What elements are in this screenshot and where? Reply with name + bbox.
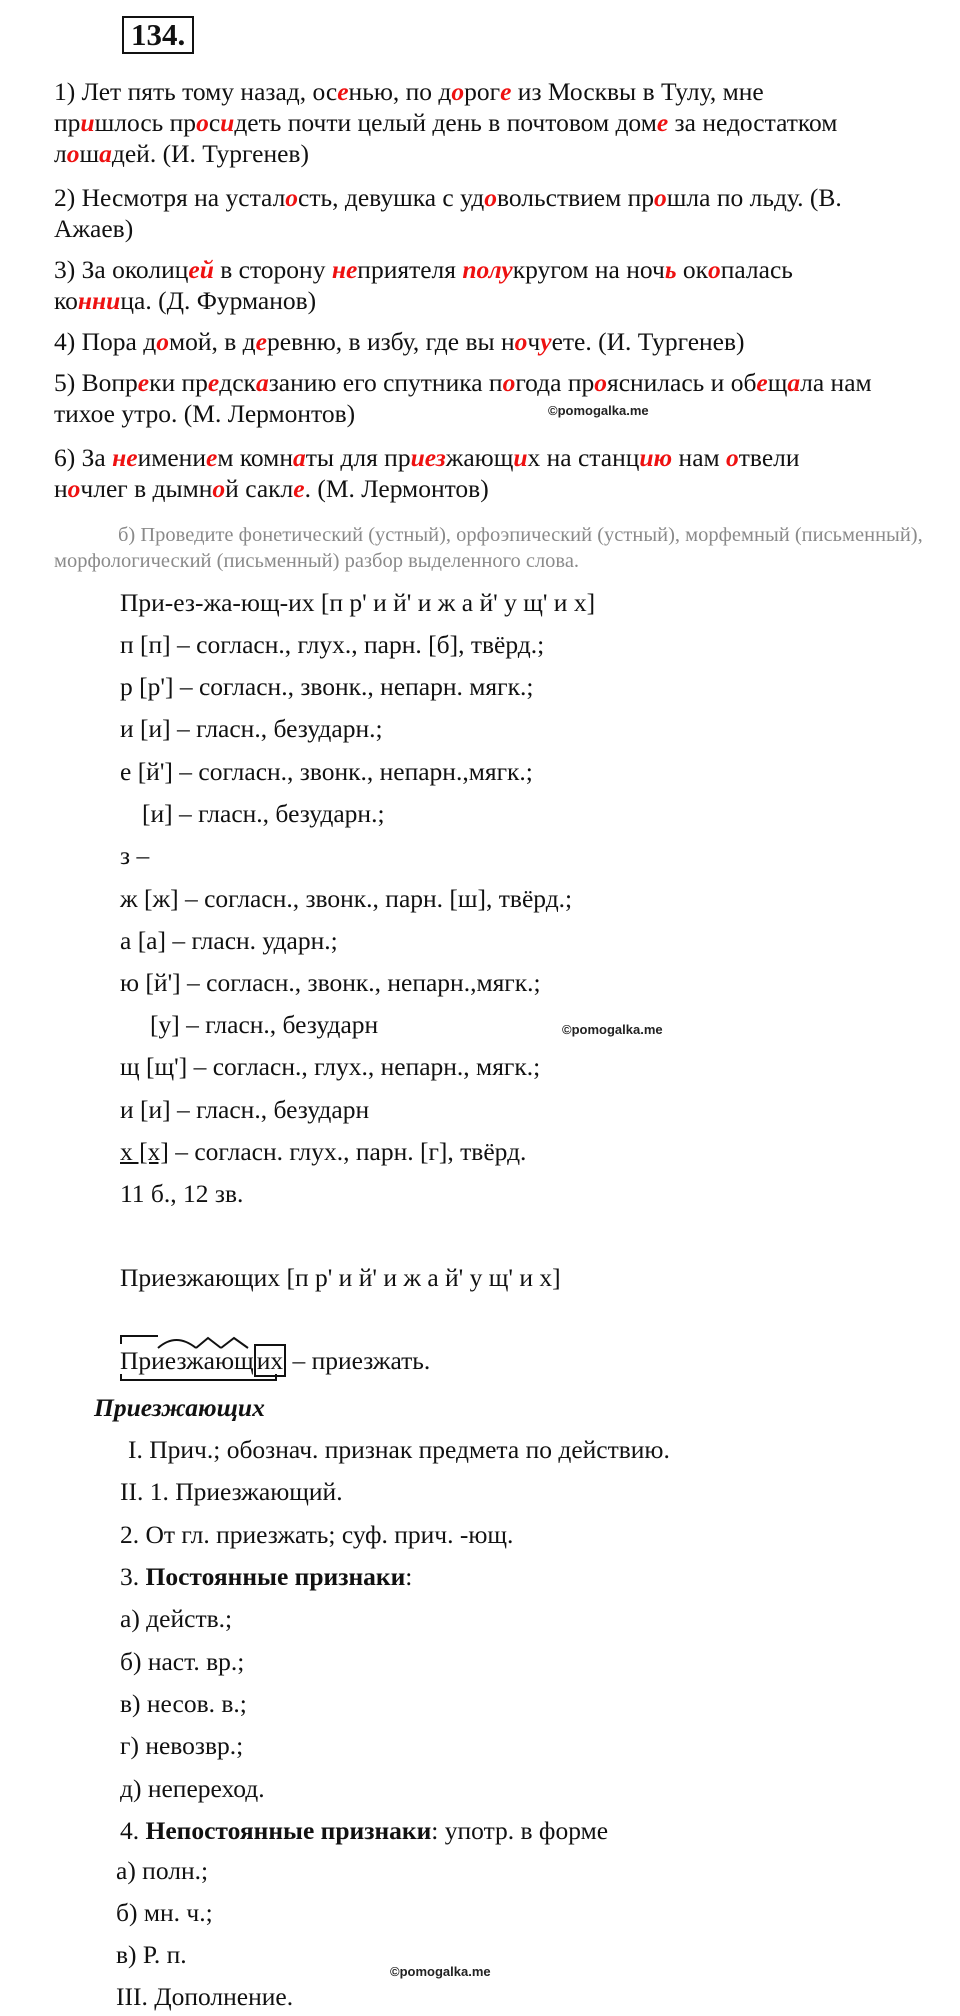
phonetic-line: и [и] – гласн., безударн.; [120,714,383,743]
morpheme-analysis: Приезжающ их – приезжать. [120,1346,431,1375]
phonetic-line: и [и] – гласн., безударн [120,1095,370,1124]
morph-line: 2. От гл. приезжать; суф. прич. -ющ. [120,1520,514,1549]
phonetic-line: щ [щ'] – согласн., глух., непарн., мягк.; [120,1052,541,1081]
morph-line: а) действ.; [120,1604,233,1633]
last-letter: х [х] [120,1137,169,1166]
orthoepic-transcription: Приезжающих [п р' и й' и ж а й' у щ' и х] [120,1263,561,1292]
morph-line: I. Прич.; обознач. признак предмета по действию. [128,1435,670,1464]
prefix-mark [121,1336,158,1344]
sentence-1: 1) Лет пять тому назад, осенью, по дороге из Москвы в Тулу, мне пришлось просидеть почти целый день в почтовом доме за недостатком лошадей. (И. Тургенев) [54,77,838,168]
sentence-4: 4) Пора домой, в деревню, в избу, где вы ночуете. (И. Тургенев) [54,327,745,356]
sentence-5: 5) Вопреки предсказанию его спутника погода прояснилась и обещала нам тихое утро. (М. Лермонтов) [54,368,872,428]
phonetic-line: х [х] – согласн. глух., парн. [г], твёрд. [120,1137,527,1166]
sound-count: 11 б., 12 зв. [120,1179,244,1208]
phonetic-line: р [р'] – согласн., звонк., непарн. мягк.; [120,672,534,701]
morph-line: б) мн. ч.; [116,1898,213,1927]
ending-box: их [254,1344,286,1377]
phonetic-line: [у] – гласн., безударн [150,1010,379,1039]
morph-line: а) полн.; [116,1856,209,1885]
exercise-number: 134. [122,16,194,54]
morph-line: б) наст. вр.; [120,1647,245,1676]
morph-line: д) непереход. [120,1774,265,1803]
phonetic-line: ж [ж] – согласн., звонк., парн. [ш], твёрд.; [120,884,573,913]
morph-line: III. Дополнение. [116,1982,294,2011]
watermark: ©pomogalka.me [548,403,649,418]
morph-line: в) Р. п. [116,1940,187,1969]
watermark: ©pomogalka.me [562,1022,663,1037]
sentence-2: 2) Несмотря на усталость, девушка с удовольствием прошла по льду. (В. Ажаев) [54,183,842,243]
sentence-3: 3) За околицей в сторону неприятеля полукругом на ночь окопалась конница. (Д. Фурманов) [54,255,793,315]
phonetic-line: а [а] – гласн. ударн.; [120,926,338,955]
watermark: ©pomogalka.me [390,1964,491,1979]
morph-line: г) невозвр.; [120,1731,244,1760]
morph-line: II. 1. Приезжающий. [120,1477,343,1506]
phonetic-line: п [п] – согласн., глух., парн. [б], твёрд.; [120,630,545,659]
task-text: б) Проведите фонетический (устный), орфоэпический (устный), морфемный (письменный), морфологический (письменный) разбор выделенного слова. [54,524,923,572]
morph-line: 4. Непостоянные признаки: употр. в форме [120,1816,609,1845]
transcription: При-ез-жа-ющ-их [п р' и й' и ж а й' у щ' и х] [120,588,596,617]
phonetic-line: з – [120,841,150,870]
morph-heading: Приезжающих [94,1393,265,1422]
phonetic-line: [и] – гласн., безударн.; [142,799,385,828]
morpheme-word: Приезжающ их [120,1346,286,1376]
morph-line: в) несов. в.; [120,1689,247,1718]
phonetic-line: е [й'] – согласн., звонк., непарн.,мягк.; [120,757,533,786]
morph-line: 3. Постоянные признаки: [120,1562,413,1591]
sentence-6: 6) За неимением комнаты для приезжающих на станцию нам отвели ночлег в дымной сакле. (М. Лермонтов) [54,443,800,503]
phonetic-line: ю [й'] – согласн., звонк., непарн.,мягк.; [120,968,541,997]
